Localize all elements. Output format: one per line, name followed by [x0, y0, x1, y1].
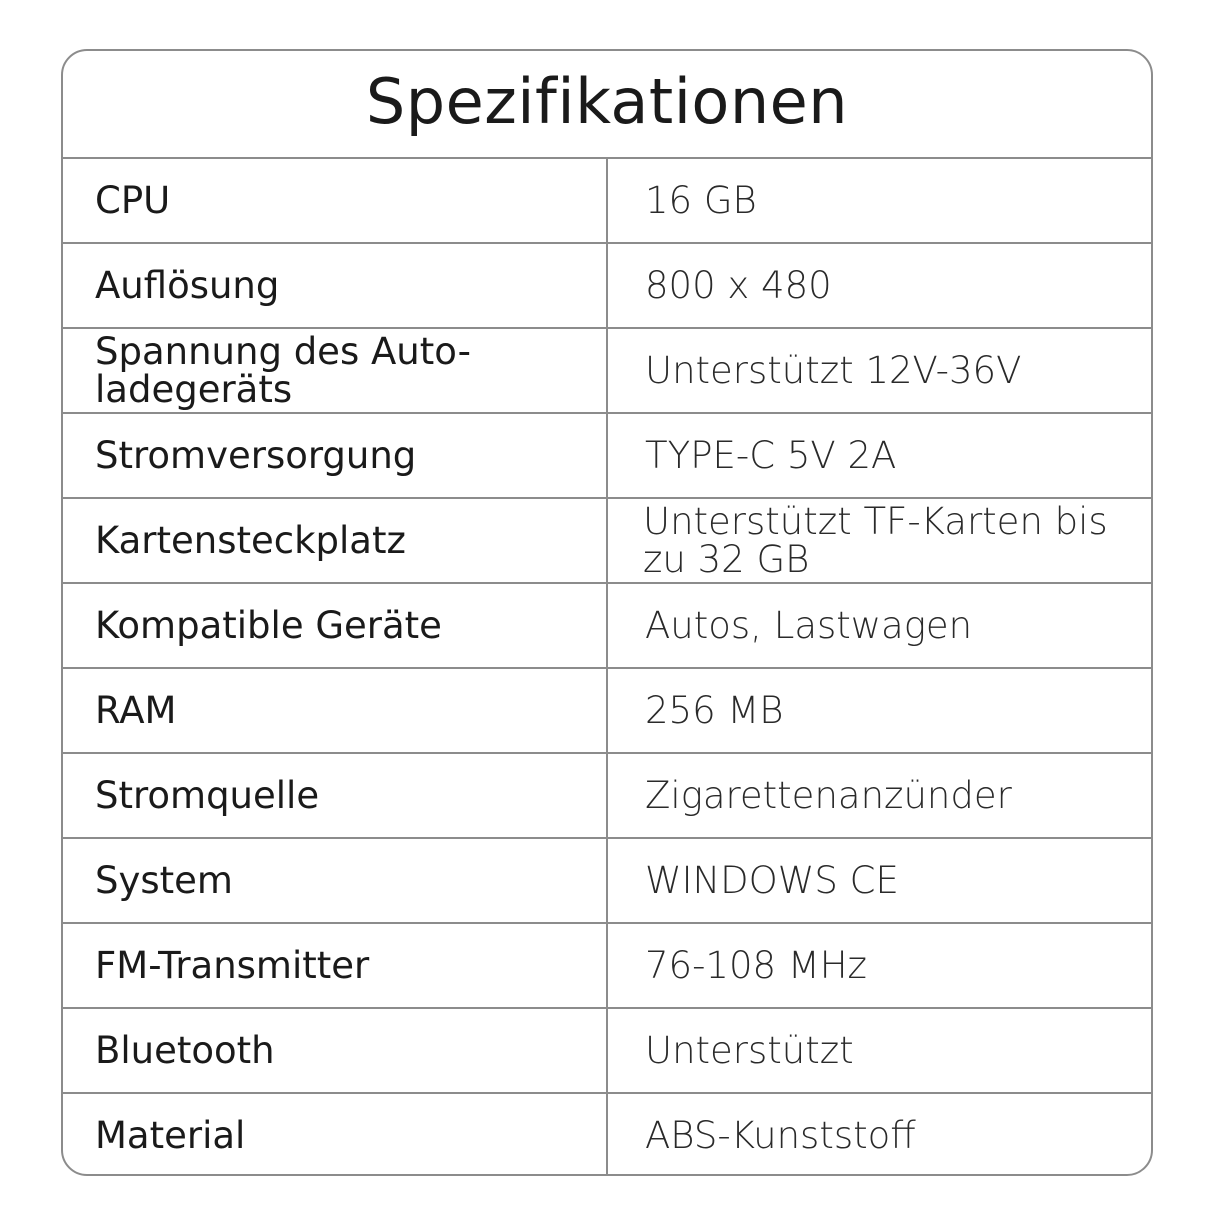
table-row [63, 669, 1151, 754]
spec-label-fm-transmitter [63, 924, 608, 1007]
table-row [63, 244, 1151, 329]
spec-label-charger-voltage [63, 329, 608, 412]
spec-value-fm-transmitter [608, 924, 1151, 1007]
spec-value-text: 800 x 480 [645, 263, 832, 307]
spec-label-material [63, 1094, 608, 1176]
table-row [63, 329, 1151, 414]
spec-label-text: RAM [95, 688, 177, 732]
table-row [63, 584, 1151, 669]
spec-value-text: ABS-Kunststoff [645, 1114, 916, 1157]
spec-value-text: 76-108 MHz [645, 943, 867, 987]
spec-label-text: CPU [95, 178, 171, 222]
spec-label-power-source [63, 754, 608, 837]
spec-table [61, 49, 1153, 1176]
spec-label-ram [63, 669, 608, 752]
spec-value-material [608, 1094, 1151, 1176]
spec-label-system [63, 839, 608, 922]
spec-value-text: 256 MB [645, 688, 784, 732]
spec-label-text: Auflösung [95, 263, 280, 307]
table-row [63, 499, 1151, 584]
table-row [63, 1009, 1151, 1094]
spec-label-text: Kartensteckplatz [95, 518, 406, 562]
spec-label-text: System [95, 858, 233, 902]
spec-rows [63, 159, 1151, 1176]
table-row [63, 1094, 1151, 1176]
spec-value-cpu [608, 159, 1151, 242]
title-row [63, 51, 1151, 159]
spec-value-text: Unterstützt TF-Karten bis zu 32 GB [643, 499, 1108, 581]
spec-label-card-slot [63, 499, 608, 582]
spec-label-text: Stromversorgung [95, 433, 417, 477]
table-row [63, 414, 1151, 499]
spec-label-text: FM-Transmitter [95, 943, 370, 987]
table-row [63, 839, 1151, 924]
spec-label-text: Kompatible Geräte [95, 603, 442, 647]
spec-label-resolution [63, 244, 608, 327]
spec-value-text: TYPE-C 5V 2A [645, 433, 897, 477]
table-row [63, 754, 1151, 839]
spec-value-power-source [608, 754, 1151, 837]
spec-value-system [608, 839, 1151, 922]
spec-value-text: Zigarettenanzünder [645, 773, 1012, 817]
spec-value-text: Unterstützt 12V-36V [645, 348, 1022, 392]
spec-label-text: Spannung des Auto-ladegeräts [95, 329, 471, 411]
table-row [63, 924, 1151, 1009]
spec-value-card-slot [608, 499, 1151, 582]
spec-label-text: Material [95, 1114, 246, 1157]
spec-label-text: Stromquelle [95, 773, 320, 817]
spec-value-resolution [608, 244, 1151, 327]
spec-label-power-supply [63, 414, 608, 497]
spec-value-text: Unterstützt [645, 1028, 854, 1072]
spec-label-bluetooth [63, 1009, 608, 1092]
spec-label-cpu [63, 159, 608, 242]
spec-value-charger-voltage [608, 329, 1151, 412]
spec-label-compatible-devices [63, 584, 608, 667]
spec-value-ram [608, 669, 1151, 752]
page-title: Spezifikationen [365, 64, 849, 138]
spec-label-text: Bluetooth [95, 1028, 275, 1072]
spec-value-power-supply [608, 414, 1151, 497]
spec-value-text: WINDOWS CE [645, 858, 899, 902]
spec-value-text: Autos, Lastwagen [645, 603, 973, 647]
table-row [63, 159, 1151, 244]
spec-value-bluetooth [608, 1009, 1151, 1092]
spec-value-text: 16 GB [645, 178, 757, 222]
spec-value-compatible-devices [608, 584, 1151, 667]
